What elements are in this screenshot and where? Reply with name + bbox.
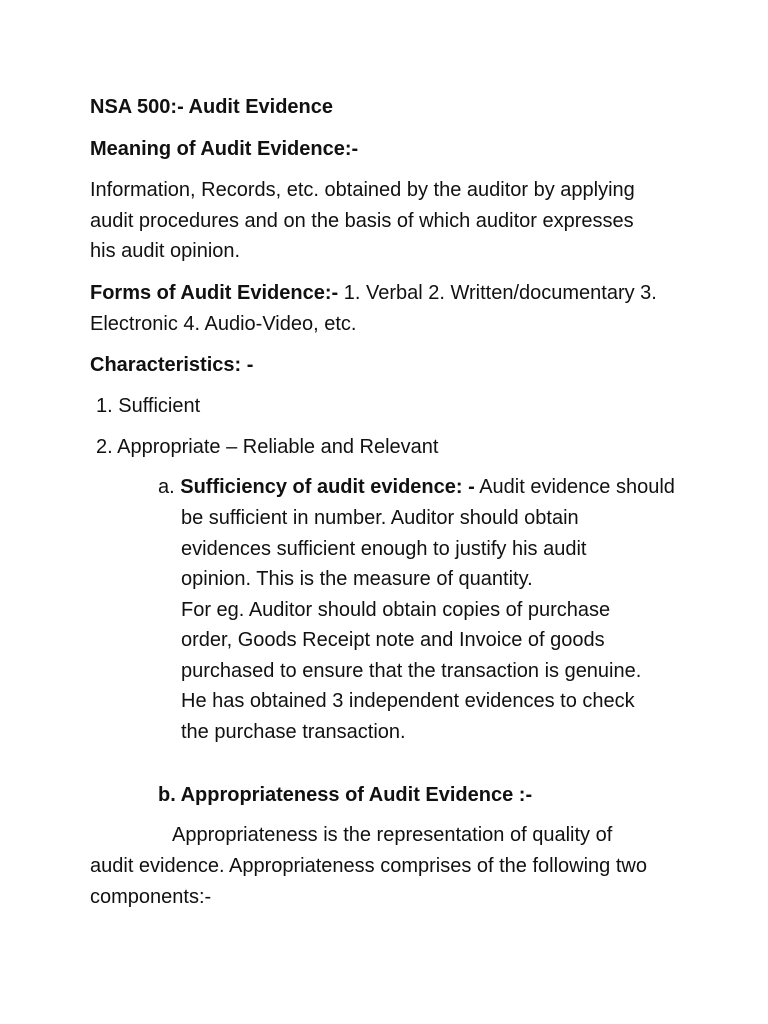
appropriateness-first-line: Appropriateness is the representation of quality of: [172, 824, 613, 846]
sufficiency-line: the purchase transaction.: [181, 720, 406, 743]
characteristics-heading: Characteristics: -: [90, 354, 254, 376]
forms-label: Forms of Audit Evidence:-: [90, 282, 339, 304]
characteristic-item: 2. Appropriate – Reliable and Relevant: [96, 436, 439, 458]
sufficiency-line: opinion. This is the measure of quantity.: [181, 568, 533, 590]
forms-line: [90, 278, 657, 309]
meaning-heading: Meaning of Audit Evidence:-: [90, 138, 359, 160]
appropriateness-paragraph: [90, 851, 647, 912]
document-title: NSA 500:- Audit Evidence: [90, 96, 334, 118]
sufficiency-body: [181, 503, 641, 747]
forms-text: 1. Verbal 2. Written/documentary 3.: [338, 282, 657, 304]
sufficiency-line: evidences sufficient enough to justify his audit: [181, 537, 587, 560]
meaning-line: audit procedures and on the basis of which auditor expresses: [90, 209, 634, 232]
sufficiency-line: be sufficient in number. Auditor should obtain: [181, 507, 579, 529]
sufficiency-label: Sufficiency of audit evidence: -: [180, 476, 475, 498]
forms-line: Electronic 4. Audio-Video, etc.: [90, 312, 357, 335]
characteristic-item: 1. Sufficient: [96, 395, 201, 417]
sufficiency-paragraph: [158, 472, 675, 503]
sufficiency-first-text: Audit evidence should: [474, 476, 675, 498]
forms-paragraph: [90, 278, 657, 339]
sufficiency-marker: a.: [158, 476, 181, 498]
sufficiency-line: He has obtained 3 independent evidences to check: [181, 690, 635, 712]
sufficiency-line: order, Goods Receipt note and Invoice of goods: [181, 629, 605, 651]
appropriateness-heading: b. Appropriateness of Audit Evidence :-: [158, 784, 533, 806]
sufficiency-line: purchased to ensure that the transaction is genuine.: [181, 659, 642, 682]
sufficiency-line: For eg. Auditor should obtain copies of purchase: [181, 598, 611, 621]
appropriateness-line: components:-: [90, 885, 212, 908]
meaning-paragraph: [90, 175, 635, 267]
meaning-line: Information, Records, etc. obtained by the auditor by applying: [90, 179, 635, 201]
appropriateness-line: audit evidence. Appropriateness comprises of the following two: [90, 855, 647, 877]
sufficiency-first-line: [158, 472, 675, 503]
meaning-line: his audit opinion.: [90, 240, 241, 262]
